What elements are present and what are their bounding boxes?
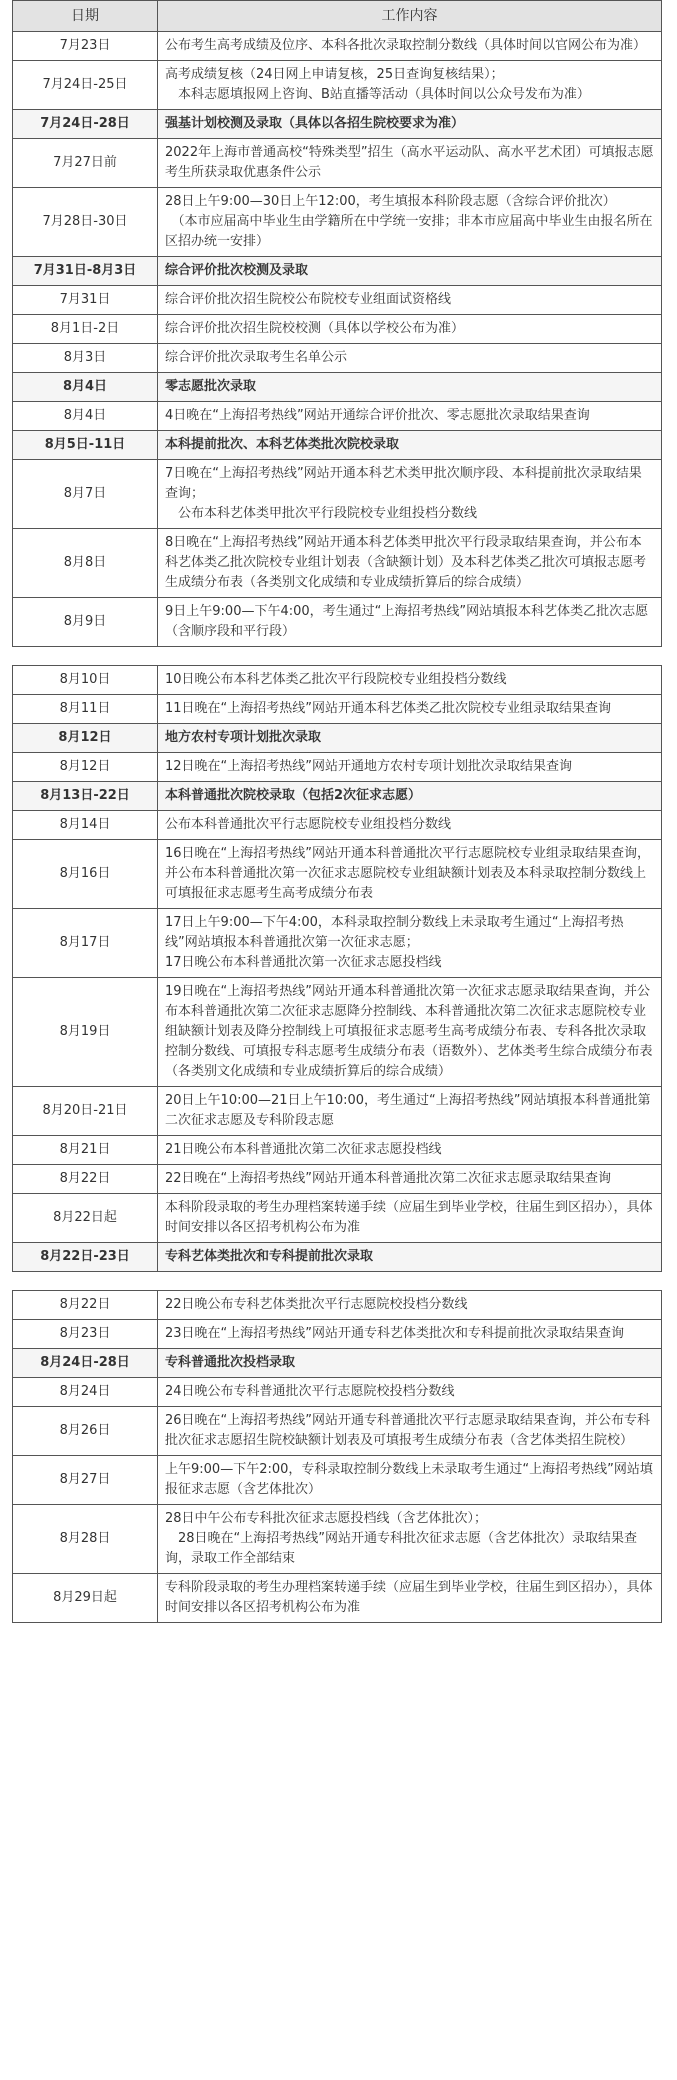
table-row	[13, 695, 662, 724]
table-row	[13, 344, 662, 373]
date-cell: 8月22日	[13, 1291, 158, 1320]
table-row	[13, 811, 662, 840]
table-row	[13, 1291, 662, 1320]
content-cell	[158, 666, 662, 695]
content-line: 地方农村专项计划批次录取	[165, 730, 322, 745]
date-cell: 8月19日	[13, 978, 158, 1087]
date-cell: 8月9日	[13, 598, 158, 647]
content-cell	[158, 1194, 662, 1243]
content-line: 本科普通批次院校录取（包括2次征求志愿）	[165, 788, 422, 803]
table-row	[13, 139, 662, 188]
section-header-row	[13, 1243, 662, 1272]
content-cell	[158, 753, 662, 782]
date-cell: 7月24日-28日	[13, 110, 158, 139]
content-cell	[158, 257, 662, 286]
date-cell: 8月24日	[13, 1378, 158, 1407]
content-line: 本科阶段录取的考生办理档案转递手续（应届生到毕业学校，往届生到区招办），具体时间安排以各区招考机构公布为准	[165, 1200, 653, 1235]
content-line: 22日晚在“上海招考热线”网站开通本科普通批次第二次征求志愿录取结果查询	[165, 1171, 612, 1186]
content-cell	[158, 724, 662, 753]
content-line: 综合评价批次校测及录取	[165, 263, 309, 278]
content-line: 26日晚在“上海招考热线”网站开通专科普通批次平行志愿录取结果查询，并公布专科批次征求志愿招生院校缺额计划表及可填报考生成绩分布表（含艺体类招生院校）	[165, 1413, 651, 1448]
content-cell	[158, 1165, 662, 1194]
table-row	[13, 460, 662, 529]
date-cell: 8月3日	[13, 344, 158, 373]
content-cell	[158, 110, 662, 139]
content-cell	[158, 695, 662, 724]
date-cell: 8月28日	[13, 1505, 158, 1574]
schedule-table-1	[12, 0, 662, 647]
table-row	[13, 1165, 662, 1194]
content-line: 19日晚在“上海招考热线”网站开通本科普通批次第一次征求志愿录取结果查询，并公布本科普通批次第二次征求志愿降分控制线、本科普通批次第二次征求志愿院校专业组缺额计划表及降分控制线上可填报征求志愿考生高考成绩分布表、专科各批次录取控制分数线、可填报专科志愿考生成绩分布表（语数外）、艺体类考生综合成绩分布表（各类别文化成绩和专业成绩折算后的综合成绩）	[165, 984, 653, 1079]
content-line: 9日上午9:00—下午4:00，考生通过“上海招考热线”网站填报本科艺体类乙批次志愿（含顺序段和平行段）	[165, 604, 649, 639]
date-cell: 7月28日-30日	[13, 188, 158, 257]
content-line: 16日晚在“上海招考热线”网站开通本科普通批次平行志愿院校专业组录取结果查询，并公布本科普通批次第一次征求志愿院校专业组缺额计划表及本科录取控制分数线上可填报征求志愿考生高考成绩分布表	[165, 846, 651, 901]
table-gap	[0, 1272, 677, 1290]
content-cell	[158, 402, 662, 431]
content-cell	[158, 61, 662, 110]
section-header-row	[13, 257, 662, 286]
date-cell: 8月4日	[13, 373, 158, 402]
table-row	[13, 840, 662, 909]
date-cell: 7月31日-8月3日	[13, 257, 158, 286]
section-header-row	[13, 110, 662, 139]
content-cell	[158, 188, 662, 257]
date-cell: 8月21日	[13, 1136, 158, 1165]
date-cell: 7月24日-25日	[13, 61, 158, 110]
date-cell: 8月4日	[13, 402, 158, 431]
content-line: 23日晚在“上海招考热线”网站开通专科艺体类批次和专科提前批次录取结果查询	[165, 1326, 625, 1341]
content-line: 10日晚公布本科艺体类乙批次平行段院校专业组投档分数线	[165, 672, 507, 687]
table-row	[13, 909, 662, 978]
date-cell: 8月23日	[13, 1320, 158, 1349]
section-header-row	[13, 782, 662, 811]
content-cell	[158, 1574, 662, 1623]
date-cell: 8月17日	[13, 909, 158, 978]
schedule-table-2	[12, 665, 662, 1272]
table-row	[13, 529, 662, 598]
content-cell	[158, 32, 662, 61]
content-cell	[158, 1456, 662, 1505]
date-cell: 8月8日	[13, 529, 158, 598]
content-line: 上午9:00—下午2:00，专科录取控制分数线上未录取考生通过“上海招考热线”网站填报征求志愿（含艺体批次）	[165, 1462, 653, 1497]
date-cell: 8月12日	[13, 753, 158, 782]
content-line: 28日中午公布专科批次征求志愿投档线（含艺体批次）；	[165, 1511, 488, 1526]
content-line: 28日上午9:00—30日上午12:00，考生填报本科阶段志愿（含综合评价批次）	[165, 194, 616, 209]
content-cell	[158, 782, 662, 811]
content-cell	[158, 978, 662, 1087]
content-line: 20日上午10:00—21日上午10:00，考生通过“上海招考热线”网站填报本科普通批第二次征求志愿及专科阶段志愿	[165, 1093, 651, 1128]
header-date: 日期	[13, 1, 158, 32]
content-line: 综合评价批次录取考生名单公示	[165, 350, 348, 365]
table-row	[13, 1378, 662, 1407]
table-row	[13, 666, 662, 695]
date-cell: 8月11日	[13, 695, 158, 724]
content-line: 强基计划校测及录取（具体以各招生院校要求为准）	[165, 116, 465, 131]
content-line: 综合评价批次招生院校公布院校专业组面试资格线	[165, 292, 452, 307]
date-cell: 8月22日-23日	[13, 1243, 158, 1272]
content-line: （本市应届高中毕业生由学籍所在中学统一安排；非本市应届高中毕业生由报名所在区招办统一安排）	[165, 214, 653, 249]
table-row	[13, 1194, 662, 1243]
content-cell	[158, 840, 662, 909]
date-cell: 8月26日	[13, 1407, 158, 1456]
date-cell: 8月12日	[13, 724, 158, 753]
content-cell	[158, 1320, 662, 1349]
schedule-table-3	[12, 1290, 662, 1623]
table-row	[13, 286, 662, 315]
content-cell	[158, 1136, 662, 1165]
date-cell: 8月16日	[13, 840, 158, 909]
section-header-row	[13, 431, 662, 460]
content-cell	[158, 139, 662, 188]
content-line: 21日晚公布本科普通批次第二次征求志愿投档线	[165, 1142, 442, 1157]
date-cell: 8月22日起	[13, 1194, 158, 1243]
content-line: 公布本科艺体类甲批次平行段院校专业组投档分数线	[165, 506, 478, 521]
table-row	[13, 1456, 662, 1505]
content-cell	[158, 811, 662, 840]
content-line: 高考成绩复核（24日网上申请复核，25日查询复核结果）；	[165, 67, 504, 82]
content-cell	[158, 909, 662, 978]
content-line: 本科提前批次、本科艺体类批次院校录取	[165, 437, 400, 452]
content-line: 零志愿批次录取	[165, 379, 257, 394]
content-cell	[158, 1407, 662, 1456]
content-line: 综合评价批次招生院校校测（具体以学校公布为准）	[165, 321, 465, 336]
content-line: 11日晚在“上海招考热线”网站开通本科艺体类乙批次院校专业组录取结果查询	[165, 701, 612, 716]
content-line: 4日晚在“上海招考热线”网站开通综合评价批次、零志愿批次录取结果查询	[165, 408, 590, 423]
date-cell: 8月13日-22日	[13, 782, 158, 811]
date-cell: 8月1日-2日	[13, 315, 158, 344]
content-cell	[158, 1505, 662, 1574]
table-row	[13, 1136, 662, 1165]
table-row	[13, 61, 662, 110]
content-cell	[158, 344, 662, 373]
table-row	[13, 402, 662, 431]
section-header-row	[13, 1349, 662, 1378]
content-cell	[158, 315, 662, 344]
content-cell	[158, 431, 662, 460]
section-header-row	[13, 373, 662, 402]
table-gap	[0, 647, 677, 665]
date-cell: 7月31日	[13, 286, 158, 315]
date-cell: 8月14日	[13, 811, 158, 840]
date-cell: 8月7日	[13, 460, 158, 529]
content-line: 2022年上海市普通高校“特殊类型”招生（高水平运动队、高水平艺术团）可填报志愿考生所获录取优惠条件公示	[165, 145, 654, 180]
content-line: 7日晚在“上海招考热线”网站开通本科艺术类甲批次顺序段、本科提前批次录取结果查询；	[165, 466, 642, 501]
table-row	[13, 32, 662, 61]
content-line: 专科普通批次投档录取	[165, 1355, 296, 1370]
content-line: 12日晚在“上海招考热线”网站开通地方农村专项计划批次录取结果查询	[165, 759, 573, 774]
table-row	[13, 1574, 662, 1623]
date-cell: 8月22日	[13, 1165, 158, 1194]
content-cell	[158, 1378, 662, 1407]
content-cell	[158, 460, 662, 529]
content-line: 本科志愿填报网上咨询、B站直播等活动（具体时间以公众号发布为准）	[165, 87, 590, 102]
date-cell: 8月24日-28日	[13, 1349, 158, 1378]
table-header	[13, 1, 662, 32]
content-cell	[158, 286, 662, 315]
table-row	[13, 315, 662, 344]
content-cell	[158, 1243, 662, 1272]
table-row	[13, 1320, 662, 1349]
table-row	[13, 1505, 662, 1574]
date-cell: 8月10日	[13, 666, 158, 695]
date-cell: 8月27日	[13, 1456, 158, 1505]
content-line: 22日晚公布专科艺体类批次平行志愿院校投档分数线	[165, 1297, 468, 1312]
content-line: 28日晚在“上海招考热线”网站开通专科批次征求志愿（含艺体批次）录取结果查询，录取工作全部结束	[165, 1531, 638, 1566]
content-line: 17日上午9:00—下午4:00，本科录取控制分数线上未录取考生通过“上海招考热线”网站填报本科普通批次第一次征求志愿；	[165, 915, 624, 950]
content-cell	[158, 1349, 662, 1378]
content-line: 24日晚公布专科普通批次平行志愿院校投档分数线	[165, 1384, 455, 1399]
date-cell: 8月5日-11日	[13, 431, 158, 460]
content-line: 专科艺体类批次和专科提前批次录取	[165, 1249, 374, 1264]
content-line: 17日晚公布本科普通批次第一次征求志愿投档线	[165, 955, 442, 970]
table-row	[13, 1407, 662, 1456]
content-cell	[158, 1291, 662, 1320]
date-cell: 8月20日-21日	[13, 1087, 158, 1136]
content-cell	[158, 1087, 662, 1136]
content-cell	[158, 529, 662, 598]
date-cell: 7月23日	[13, 32, 158, 61]
content-cell	[158, 373, 662, 402]
table-row	[13, 188, 662, 257]
content-line: 8日晚在“上海招考热线”网站开通本科艺体类甲批次平行段录取结果查询，并公布本科艺体类乙批次院校专业组计划表（含缺额计划）及本科艺体类乙批次可填报志愿考生成绩分布表（各类别文化成绩和专业成绩折算后的综合成绩）	[165, 535, 647, 590]
table-row	[13, 1087, 662, 1136]
table-row	[13, 978, 662, 1087]
content-cell	[158, 598, 662, 647]
content-line: 专科阶段录取的考生办理档案转递手续（应届生到毕业学校，往届生到区招办），具体时间安排以各区招考机构公布为准	[165, 1580, 653, 1615]
header-content: 工作内容	[158, 1, 662, 32]
table-row	[13, 753, 662, 782]
content-line: 公布考生高考成绩及位序、本科各批次录取控制分数线（具体时间以官网公布为准）	[165, 38, 647, 53]
content-line: 公布本科普通批次平行志愿院校专业组投档分数线	[165, 817, 452, 832]
section-header-row	[13, 724, 662, 753]
date-cell: 8月29日起	[13, 1574, 158, 1623]
date-cell: 7月27日前	[13, 139, 158, 188]
table-row	[13, 598, 662, 647]
